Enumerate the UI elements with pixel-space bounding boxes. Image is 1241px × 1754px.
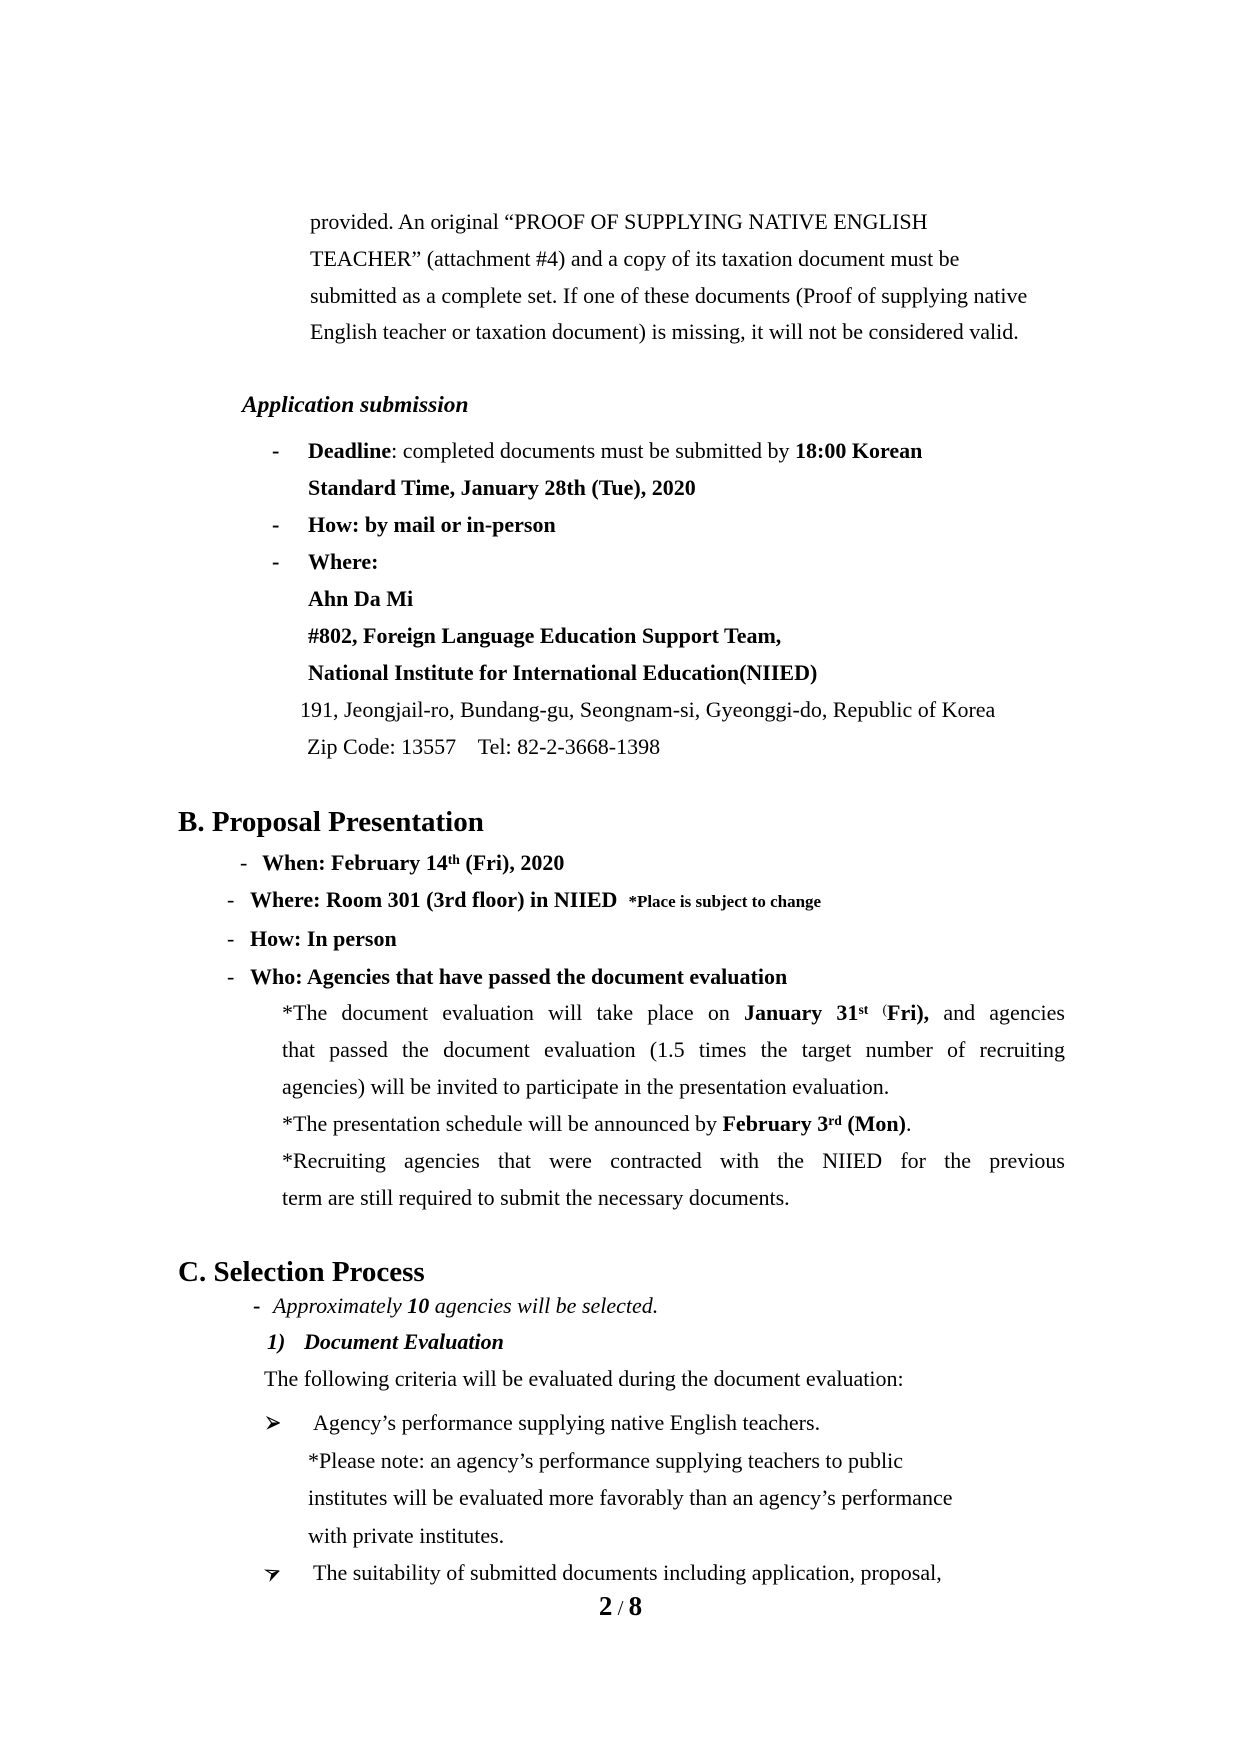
criteria-intro-line: The following criteria will be evaluated during the document evaluation: (264, 1366, 904, 1391)
eval-line-2: that passed the document evaluation (1.5 times the target number of recruiting (282, 1037, 1065, 1062)
who-text: Who: Agencies that have passed the document evaluation (250, 963, 788, 989)
how-b-item (227, 920, 821, 957)
section-b-heading: B. Proposal Presentation (178, 806, 484, 838)
intro-line-2: TEACHER” (attachment #4) and a copy of its taxation document must be (310, 245, 960, 271)
arrow-bullet-icon (266, 1554, 313, 1592)
contact-team-line: #802, Foreign Language Education Support Team, (308, 623, 782, 648)
section-c-heading: C. Selection Process (178, 1256, 425, 1288)
zip-tel-line: Zip Code: 13557 Tel: 82-2-3668-1398 (307, 734, 661, 759)
approx-agencies-text: Approximately 10 agencies will be selected. (273, 1293, 659, 1318)
bullet-suitability (266, 1554, 952, 1592)
how-item (272, 506, 995, 543)
contact-institute-line: National Institute for International Education(NIIED) (308, 660, 818, 685)
list-dash: - (272, 512, 280, 537)
intro-paragraph (310, 204, 1027, 351)
list-dash: - (227, 887, 235, 913)
page-number-separator: / (612, 1596, 629, 1620)
intro-line-4: English teacher or taxation document) is missing, it will not be considered valid. (310, 319, 1019, 345)
eval-line-6: term are still required to submit the necessary documents. (282, 1185, 790, 1210)
list-dash: - (227, 926, 235, 952)
eval-line-4: *The presentation schedule will be announced by February 3rd (Mon). (282, 1111, 912, 1136)
eval-line-3: agencies) will be invited to participate in the presentation evaluation. (282, 1074, 890, 1099)
eval-line-5: *Recruiting agencies that were contracted with the NIIED for the previous (282, 1148, 1065, 1173)
current-page-number: 2 (598, 1591, 613, 1621)
bullet-agency-performance (266, 1404, 952, 1442)
list-dash: - (253, 1293, 261, 1318)
approx-agencies-line (253, 1293, 658, 1319)
note-line-1: *Please note: an agency’s performance supplying teachers to public (308, 1447, 904, 1473)
deadline-item (272, 432, 995, 469)
total-page-number: 8 (628, 1591, 643, 1621)
criteria-bullet-list (266, 1404, 952, 1592)
where-item (272, 543, 995, 580)
intro-line-1: provided. An original “PROOF OF SUPPLYING NATIVE ENGLISH (310, 209, 928, 234)
where-b-text: Where: Room 301 (3rd floor) in NIIED *Place is subject to change (250, 887, 822, 913)
list-dash: - (272, 438, 280, 463)
application-submission-list (272, 432, 995, 765)
where-text: Where: (308, 549, 379, 574)
when-item (240, 844, 821, 881)
eval-line-1: *The document evaluation will take place on January 31st (Fri), and agencies (282, 1000, 1065, 1025)
list-dash: - (272, 549, 280, 574)
application-submission-heading: Application submission (242, 392, 469, 418)
bullet-agency-performance-text: Agency’s performance supplying native English teachers. (313, 1410, 821, 1435)
how-text: How: by mail or in-person (308, 512, 556, 537)
document-evaluation-title: Document Evaluation (304, 1329, 504, 1354)
deadline-text-line2: Standard Time, January 28th (Tue), 2020 (308, 475, 696, 500)
list-dash: - (240, 850, 248, 875)
section-b-list (227, 844, 821, 995)
contact-name-line: Ahn Da Mi (308, 586, 414, 611)
when-text: When: February 14th (Fri), 2020 (262, 850, 565, 875)
who-item (227, 958, 821, 995)
list-dash: - (227, 963, 235, 989)
page-number (0, 1591, 1241, 1622)
note-line-3: with private institutes. (308, 1522, 505, 1548)
bullet-suitability-text: The suitability of submitted documents including application, proposal, (313, 1560, 942, 1585)
evaluation-notes-paragraph (282, 994, 1065, 1216)
intro-line-3: submitted as a complete set. If one of these documents (Proof of supplying native (310, 282, 1028, 308)
list-number: 1) (267, 1329, 286, 1354)
arrow-bullet-icon (266, 1404, 313, 1442)
where-b-item (227, 881, 821, 920)
document-evaluation-heading (267, 1329, 504, 1355)
how-b-text: How: In person (250, 926, 397, 952)
note-line-2: institutes will be evaluated more favorably than an agency’s performance (308, 1485, 953, 1510)
deadline-text: Deadline: completed documents must be submitted by 18:00 Korean (308, 438, 923, 463)
address-line: 191, Jeongjail-ro, Bundang-gu, Seongnam-si, Gyeonggi-do, Republic of Korea (300, 697, 996, 722)
